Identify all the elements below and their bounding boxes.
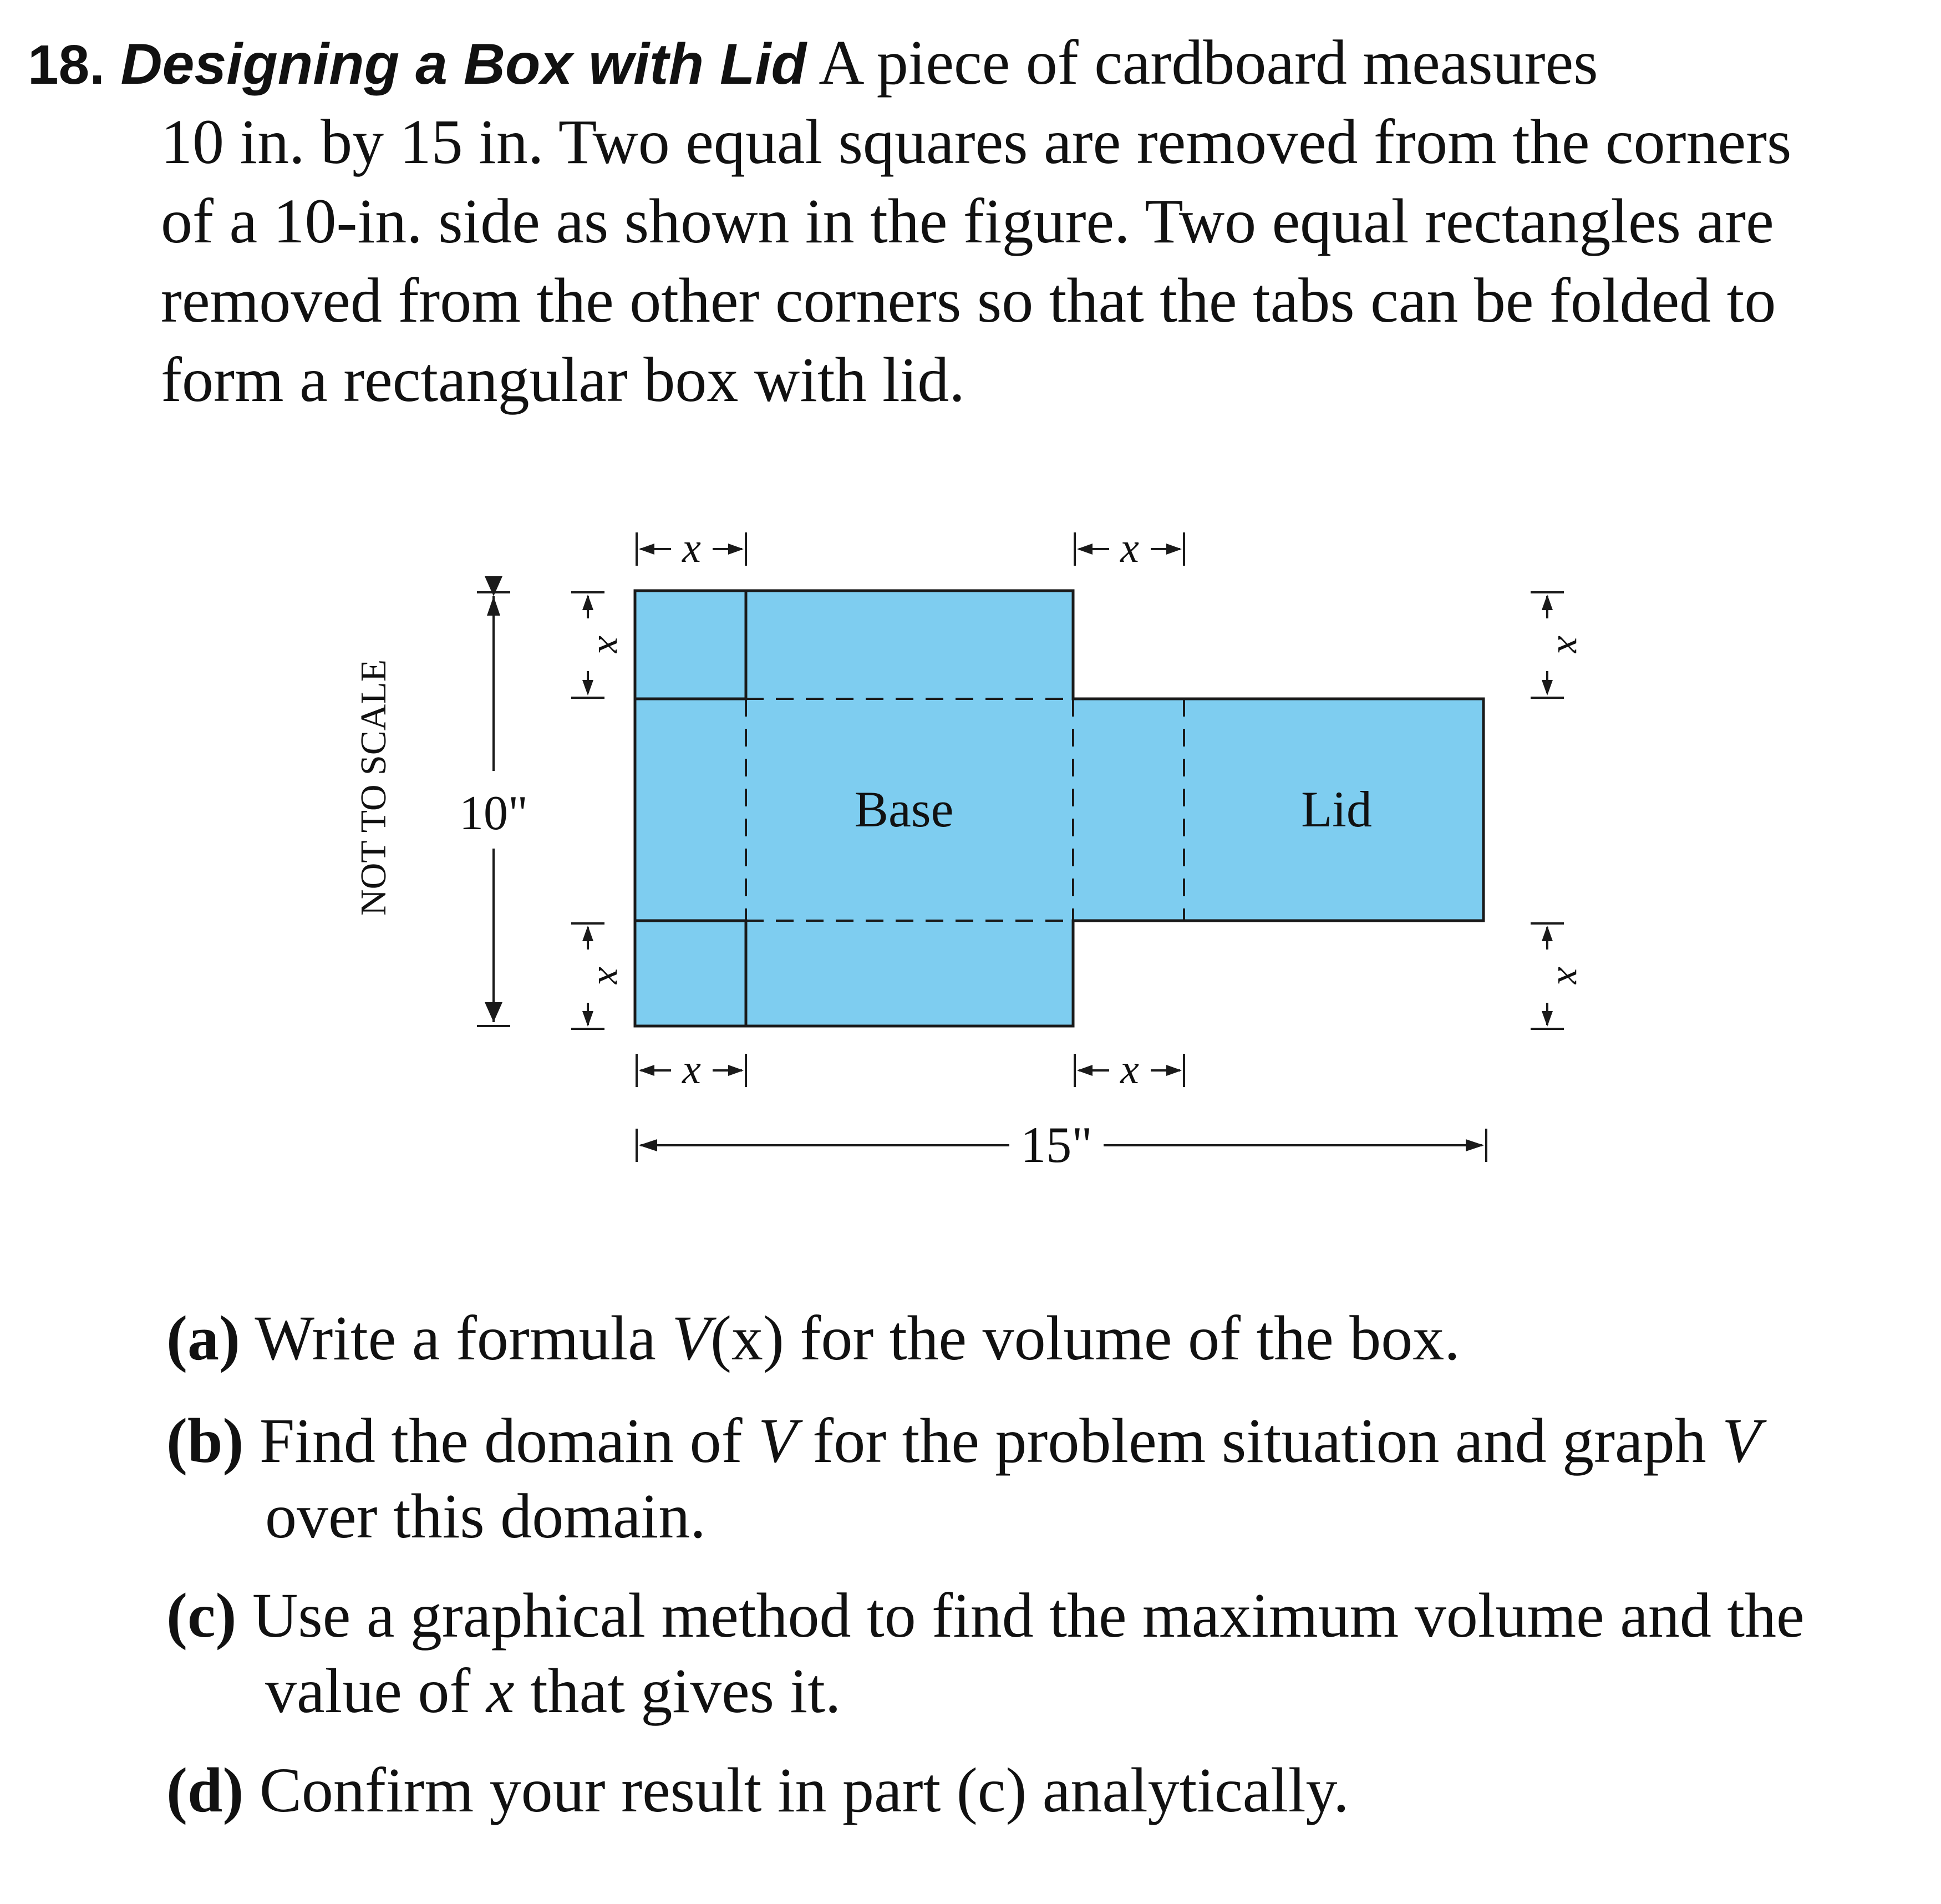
height-arrow-top: [487, 596, 500, 616]
part-d: [166, 1753, 1349, 1828]
x-label-top-right: x: [1120, 525, 1139, 571]
part-b: [166, 1403, 1761, 1479]
part-c-line-1: Use a graphical method to find the maximum volume and the: [252, 1580, 1805, 1651]
part-b-text-1: Find the domain of: [259, 1405, 759, 1476]
part-b-var-1: V: [758, 1405, 797, 1476]
part-c-label: (c): [166, 1580, 237, 1651]
part-c-line-2-b: that gives it.: [514, 1656, 841, 1726]
problem-heading: Designing a Box with Lid: [120, 32, 806, 97]
height-label: 10": [459, 786, 528, 840]
part-a-fn: V: [672, 1303, 710, 1373]
x-label-bottom-right: x: [1120, 1046, 1139, 1093]
part-a-text-2: for the volume of the box.: [784, 1303, 1460, 1373]
part-d-text: Confirm your result in part (c) analytically.: [259, 1755, 1349, 1825]
problem-line-3: of a 10-in. side as shown in the figure. Two equal rectangles are: [161, 186, 1774, 256]
part-a: [166, 1301, 1460, 1376]
part-b-line-2: over this domain.: [265, 1481, 706, 1551]
problem-line-4: removed from the other corners so that the tabs can be folded to: [161, 265, 1776, 336]
x-label-left-bottom: x: [590, 967, 633, 985]
part-d-label: (d): [166, 1755, 244, 1825]
part-b-var-2: V: [1722, 1405, 1761, 1476]
problem-number: 18.: [28, 34, 105, 96]
x-label-right-top: x: [1549, 636, 1592, 654]
not-to-scale-label: NOT TO SCALE: [353, 659, 394, 916]
part-c-line-2-a: value of: [265, 1656, 486, 1726]
width-label: 15": [1020, 1116, 1093, 1173]
part-c-line-2: [265, 1653, 841, 1729]
x-label-left-top: x: [590, 636, 633, 654]
lid-label: Lid: [1301, 781, 1372, 837]
part-a-label: (a): [166, 1303, 240, 1373]
problem-line-5: form a rectangular box with lid.: [161, 344, 965, 415]
x-label-top-left: x: [682, 525, 701, 571]
part-b-text-2: for the problem situation and graph: [796, 1405, 1722, 1476]
part-a-arg: (x): [710, 1303, 784, 1373]
problem-line-2: 10 in. by 15 in. Two equal squares are removed from the corners: [161, 106, 1792, 177]
part-c: [166, 1578, 1805, 1653]
part-b-label: (b): [166, 1405, 244, 1476]
base-label: Base: [854, 781, 954, 837]
x-label-bottom-left: x: [682, 1046, 701, 1093]
part-c-line-2-var: x: [486, 1656, 515, 1726]
problem-line-1: A piece of cardboard measures: [819, 27, 1598, 98]
part-a-text-1: Write a formula: [255, 1303, 672, 1373]
x-label-right-bottom: x: [1549, 967, 1592, 985]
